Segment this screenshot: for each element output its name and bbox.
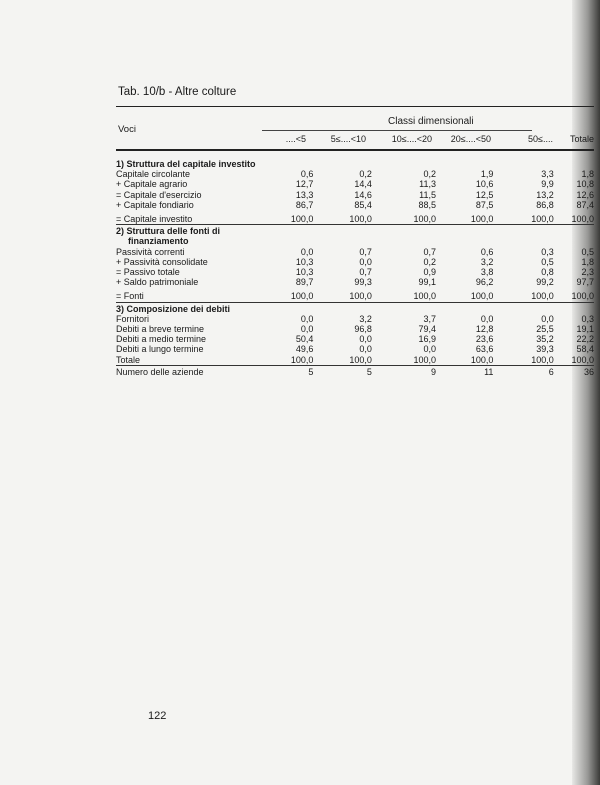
column-header: 10≤....<20 [391,134,432,144]
row-value: 85,4 [354,199,372,210]
row-value: 14,6 [354,189,372,200]
table-row [116,257,594,267]
header-classi-dimensionali: Classi dimensionali [388,116,474,127]
row-value: 96,8 [354,324,372,335]
row-value [372,158,436,169]
row-value: 16,9 [418,334,436,345]
row-value: 87,5 [475,199,494,210]
table-row [116,158,594,169]
row-value: 10,3 [295,256,314,267]
row-value [493,302,553,314]
row-value: 100,0 [531,354,554,365]
row-value [493,236,553,246]
row-value: 39,3 [536,344,554,355]
row-value [269,225,313,237]
row-value [436,302,493,314]
row-value: 10,3 [295,267,314,278]
row-value: 100,0 [531,291,554,302]
row-value: 50,4 [295,334,314,345]
row-value: 5 [313,365,371,377]
column-header: ....<5 [285,134,306,144]
row-value: 97,7 [576,277,594,288]
row-value: 63,6 [475,344,494,355]
row-value [372,236,436,246]
table-row [116,324,594,334]
row-value [554,302,594,314]
table-row [116,334,594,344]
row-value: 100,0 [349,354,372,365]
table-row [116,179,594,189]
row-value: 6 [493,365,553,377]
row-value: 10,6 [475,179,494,190]
row-value: 36 [554,365,594,377]
table-row [116,365,594,377]
row-value: 0,0 [359,334,372,345]
row-value: 86,8 [536,199,554,210]
row-value: 10,8 [576,179,594,190]
row-value: 12,6 [576,189,594,200]
table-title: Tab. 10/b - Altre colture [118,86,237,98]
classi-underline [262,130,532,131]
row-value: 0,7 [359,267,372,278]
row-label: Passività correnti [116,246,185,257]
row-value [436,236,493,246]
row-value [554,158,594,169]
row-label: Debiti a lungo termine [116,344,204,355]
row-value: 0,7 [423,246,436,257]
row-value [269,236,313,246]
row-value [436,158,493,169]
row-value: 14,4 [354,179,372,190]
table-row [116,267,594,277]
row-value: 19,1 [576,324,594,335]
row-value: 9 [372,365,436,377]
row-label: Capitale circolante [116,169,191,180]
row-value: 0,8 [541,267,554,278]
row-value: 100,0 [413,354,436,365]
row-value: 0,2 [423,256,436,267]
row-label: 2) Struttura delle fonti di [116,225,269,237]
table-row [116,344,594,354]
row-label: + Capitale fondiario [116,199,194,210]
row-value: 0,0 [300,324,314,335]
row-value [554,236,594,246]
row-value: 5 [269,365,313,377]
table-top-rule [116,106,594,107]
table-row [116,236,594,246]
row-value: 3,2 [480,256,494,267]
row-value: 3,3 [541,169,554,180]
row-label: + Passività consolidate [116,256,208,267]
row-value: 99,1 [418,277,436,288]
row-value: 9,9 [541,179,554,190]
data-table [116,158,594,377]
row-value: 100,0 [571,291,594,302]
table-row [116,210,594,225]
row-label: = Fonti [116,291,144,302]
row-value [313,302,371,314]
row-value: 58,4 [576,344,594,355]
row-label: 3) Composizione dei debiti [116,302,269,314]
row-value: 100,0 [413,214,436,225]
page-number: 122 [148,710,167,722]
row-value [313,225,371,237]
row-value [313,236,371,246]
row-value: 13,2 [536,189,554,200]
row-value: 12,7 [295,179,314,190]
row-value: 1,8 [581,256,594,267]
row-value: 3,2 [359,313,372,324]
row-value: 100,0 [413,291,436,302]
row-label: Numero delle aziende [116,365,269,377]
row-value [313,158,371,169]
row-value: 23,6 [475,334,494,345]
row-value: 0,5 [581,246,594,257]
table-row [116,225,594,237]
row-value: 89,7 [295,277,314,288]
row-label: Fornitori [116,313,150,324]
row-value: 100,0 [470,214,494,225]
table-row [116,287,594,302]
table-row [116,247,594,257]
row-label: finanziamento [128,236,189,247]
row-value [436,225,493,237]
row-value: 0,5 [541,256,554,267]
row-value [554,225,594,237]
row-value: 12,5 [475,189,494,200]
row-value: 0,6 [300,169,314,180]
table-row [116,190,594,200]
row-value: 0,0 [480,313,494,324]
table-row [116,302,594,314]
row-value: 100,0 [571,354,594,365]
row-value: 86,7 [295,199,314,210]
row-value [493,225,553,237]
row-value: 87,4 [576,199,594,210]
column-header: 20≤....<50 [450,134,491,144]
row-value: 88,5 [418,199,436,210]
row-value: 100,0 [571,214,594,225]
row-value [372,302,436,314]
row-value: 0,3 [581,313,594,324]
row-label: Debiti a breve termine [116,324,205,335]
row-value: 35,2 [536,334,554,345]
header-voci: Voci [118,124,136,135]
row-value [372,225,436,237]
row-label: = Capitale investito [116,214,193,225]
row-value: 0,0 [423,344,436,355]
row-value: 100,0 [349,214,372,225]
row-value: 0,0 [359,344,372,355]
row-label: Totale [116,354,141,365]
row-value: 0,0 [300,246,314,257]
row-value: 1,8 [581,169,594,180]
table-row [116,277,594,287]
row-value: 0,6 [480,246,494,257]
row-value: 11 [436,365,493,377]
table-row [116,169,594,179]
row-label: Debiti a medio termine [116,334,207,345]
row-value: 100,0 [470,354,494,365]
table-row [116,200,594,210]
row-value: 100,0 [290,291,314,302]
row-value: 96,2 [475,277,494,288]
row-value: 3,8 [480,267,494,278]
row-value: 0,2 [423,169,436,180]
row-value [269,158,313,169]
row-value: 100,0 [470,291,494,302]
row-value: 12,8 [475,324,494,335]
row-value: 79,4 [418,324,436,335]
row-value [269,302,313,314]
row-value: 0,0 [541,313,554,324]
column-header: Totale [569,134,594,144]
row-label: + Saldo patrimoniale [116,277,199,288]
row-value: 100,0 [290,354,314,365]
column-headers [116,134,594,148]
table-row [116,355,594,366]
row-value: 100,0 [531,214,554,225]
row-value: 11,3 [419,179,436,190]
row-value: 99,3 [354,277,372,288]
row-value: 99,2 [536,277,554,288]
header-bottom-rule [116,149,594,151]
column-header: 5≤....<10 [330,134,366,144]
row-label: = Passivo totale [116,267,180,278]
row-value: 1,9 [480,169,494,180]
row-value: 25,5 [536,324,554,335]
row-value: 0,3 [541,246,554,257]
row-value: 100,0 [290,214,314,225]
row-value: 2,3 [581,267,594,278]
page-edge-shadow [572,0,600,785]
row-value: 22,2 [576,334,594,345]
column-header: 50≤.... [528,134,553,144]
row-value [493,158,553,169]
table-row [116,314,594,324]
row-label: = Capitale d'esercizio [116,189,202,200]
row-value: 13,3 [295,189,314,200]
row-label: 1) Struttura del capitale investito [116,159,256,169]
row-value: 11,5 [419,189,436,200]
row-label: + Capitale agrario [116,179,188,190]
row-value: 100,0 [349,291,372,302]
row-value: 0,9 [423,267,436,278]
row-value: 49,6 [295,344,314,355]
row-value: 0,2 [359,169,372,180]
row-value: 0,0 [359,256,372,267]
row-value: 0,0 [300,313,314,324]
row-value: 3,7 [423,313,436,324]
row-value: 0,7 [359,246,372,257]
